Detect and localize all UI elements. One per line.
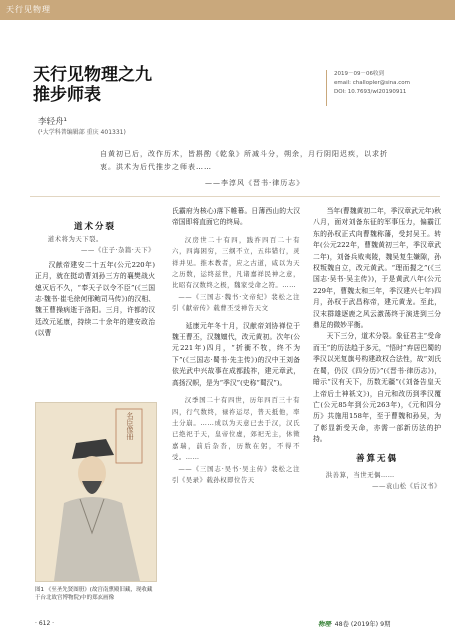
portrait-seal-text: 名臣像冊: [126, 412, 134, 440]
email-link[interactable]: email: challopler@sina.com: [334, 80, 410, 86]
section-heading-1: 道术分裂: [73, 222, 116, 232]
portrait-image: [36, 403, 156, 581]
section-label: 天行见物理: [6, 5, 51, 14]
doi-link[interactable]: DOI: 10.7693/wl20190911: [334, 89, 407, 95]
quote-cao-pi: 汉房世二十有四，践祚四百二十有六，四海困穷，三纲不立，五纬错行，灵祥并见。推本教者，应之古道，咸以为天之历数，运终兹世，凡诸嘉祥民神之意，比昭有汉数终之极，魏家受命之符。……: [172, 235, 300, 290]
section-heading-2: 善算无偶: [355, 453, 398, 464]
column-3: [313, 206, 441, 493]
paragraph: 延康元年冬十月，汉献帝刘协禅位于魏王曹丕，汉魏嬗代，改元黄初。次年(公元221年)四月，“折衝不牧，终不为下”(《三国志·蜀书·先主传》)的汉中王刘备依光武中兴故事在成都践祚，建元章武，高扬汉帜，是为“季汉”(史称“蜀汉”)。: [172, 321, 300, 387]
quote-cao-pi-source: ——《三国志·魏书·文帝纪》裴松之注引《献帝传》载曹丕受禅告天文: [172, 292, 300, 313]
meta-divider: [326, 70, 327, 106]
section-divider: [30, 196, 440, 197]
quote-zhuangzi: 道术将为天下裂。: [47, 235, 103, 243]
column-1: [35, 234, 155, 340]
journal-name: 物理: [318, 621, 331, 628]
epigraph-text: 自黄初已后，改作历术，皆斟酌《乾象》所减斗分，朔余，月行阴阳迟疾，以求折衷。洪术为后代推步之师表……: [100, 150, 388, 171]
quote-sun-quan: 汉季国二十有四世，历年四百三十有四，行气数终，禄祚运尽，普天抵他，率土分崩。……成以为天意已去于汉，汉氏已绝祀于天，皇帝位虚，郊祀无主，休徵嘉瑞，前后杂沓，历数在躬，不得不受。……: [172, 396, 300, 462]
paragraph: 氏霸府为核心)落下帷幕。日薄西山的大汉帝国即将直面它的终局。: [172, 207, 300, 227]
quote-zhuangzi-source: ——《庄子·杂篇·天下》: [81, 246, 155, 255]
portrait-figure: [35, 402, 157, 582]
journal-volume: · 48卷 (2019年) 9期: [330, 621, 391, 628]
article-title-line2: 推步师表: [33, 85, 101, 105]
journal-footer: [318, 619, 390, 628]
column-2: [172, 206, 300, 486]
quote-hou-han-shu: 洪善算，当世无偶……: [325, 470, 395, 479]
quote-sun-quan-source: ——《三国志·吴书·吴主传》裴松之注引《吴录》载孙权即位告天: [172, 464, 300, 484]
article-meta: [334, 70, 410, 97]
page-header-band: [0, 0, 455, 20]
received-date: 2019－09－06收到: [334, 71, 384, 77]
paragraph: 当年(曹魏黄初二年，季汉章武元年)秋八月，面对刘备东征的军事压力，偏霸江东的孙权正式向曹魏称藩，受封吴王。转年(公元222年，曹魏黄初三年，季汉章武二年)，刘备兵败夷陵，魏吴复生嫌隙，孙权叛魏自立，改元黄武。“理而握之”(《三国志·吴书·吴主传》)，于是黄武八年(公元229年，曹魏太和三年，季汉建兴七年)四月，孙权于武昌称帝，建元黄龙。至此，汉末群雄逐鹿之风云激荡终于演进到三分鼎足的微妙平衡。: [313, 207, 441, 330]
author-affiliation: (¹大学科普编辑部 重庆 401331): [38, 129, 126, 136]
author-name: 李轻舟¹: [38, 117, 67, 127]
page-number: · 612 ·: [35, 620, 55, 627]
paragraph: 天下三分，道术分裂。象征君主“受命而王”的历法趋于多元，“悟时”弃居巴蜀的季汉以光复旗号构建政权合法性，故“刘氏在蜀，仍汉《四分历》”(《晋书·律历志》)，暗示“汉有天下，历数无疆”(《刘备告皇天上帝后土神祇文》)，自元和改历到季汉覆亡(公元85年到公元263年)，《元和四分历》共施用158年，至于曹魏和孙吴，为了彰显新受天命，亦需一部新历法的护持。: [313, 332, 441, 444]
article-title-line1: 天行见物理之九: [33, 65, 152, 85]
figure-caption: 图1 《至圣先贤图册》(故宫南熏殿旧藏，现收藏于台北故宫博物院)中的郑玄画像: [35, 587, 153, 601]
epigraph-source: ——李淳风《晋书·律历志》: [205, 179, 305, 187]
paragraph: 汉献帝建安二十五年(公元220年)正月，就在挺动曹刘孙三方的襄樊战火熄灭后不久，“奉天子以令不臣”(《三国志·魏书·崔毛徐何邢鲍司马传》)的汉相、魏王曹操病逝于洛阳。三月，许都的汉廷改元延康，持续二十余年的建安政治(以曹: [35, 260, 155, 338]
quote-hou-han-shu-source: ——袁山松《后汉书》: [372, 482, 441, 491]
